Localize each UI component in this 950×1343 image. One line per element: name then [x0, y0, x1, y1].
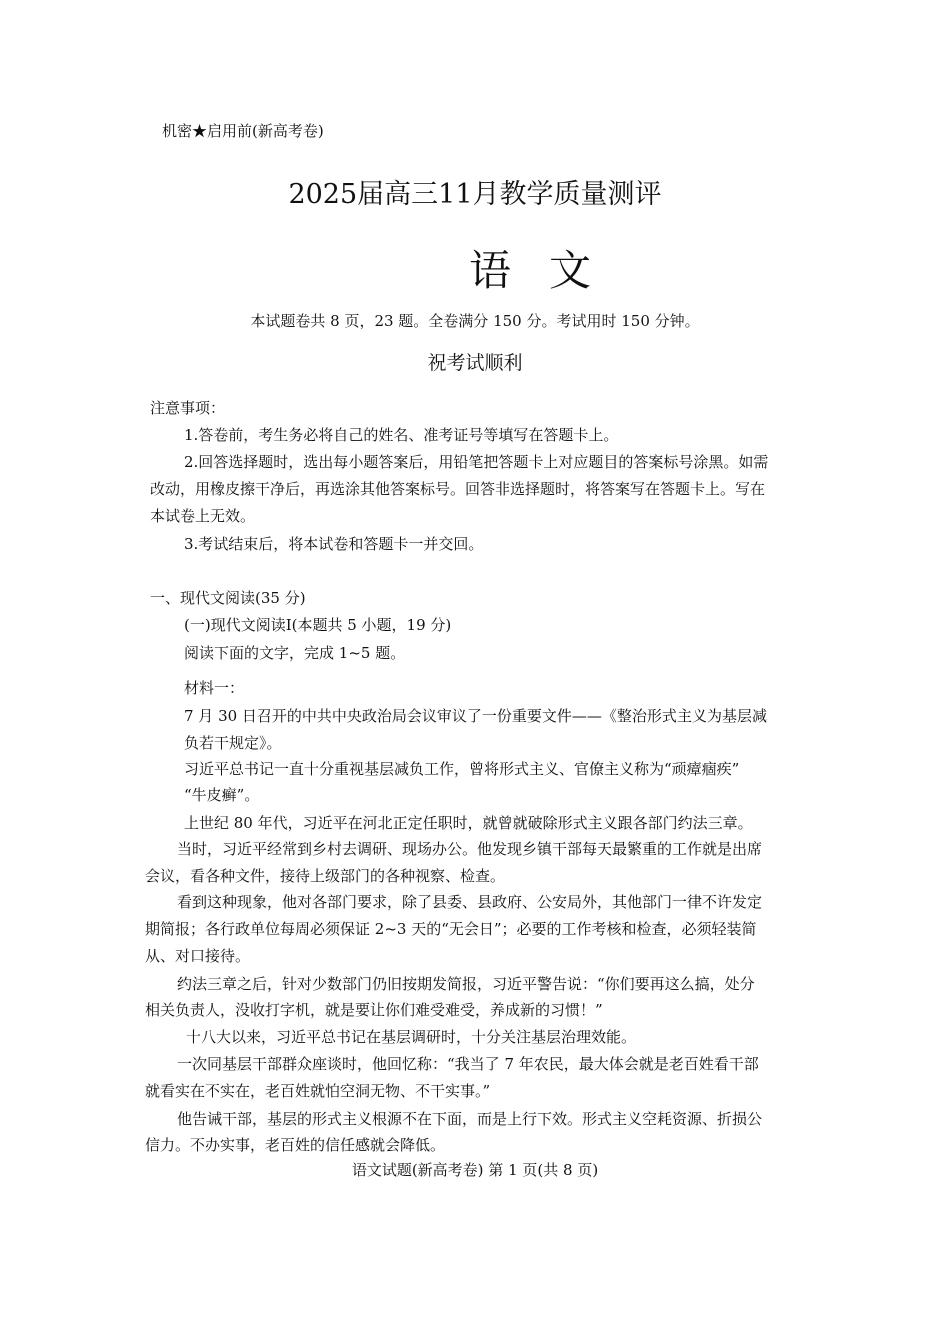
passage-line: 期简报；各行政单位每周必须保证 2~3 天的“无会日”；必要的工作考核和检查，必须轻装简 [145, 920, 757, 938]
passage-line: 习近平总书记一直十分重视基层减负工作，曾将形式主义、官僚主义称为“顽瘴痼疾” [184, 760, 740, 778]
subject-title [0, 238, 950, 298]
subject-char-1: 语 [468, 246, 511, 295]
good-luck-text: 祝考试顺利 [427, 352, 523, 374]
passage-line: 相关负责人，没收打字机，就是要让你们难受难受，养成新的习惯！” [145, 1001, 603, 1019]
material-label: 材料一： [184, 679, 245, 697]
notice-item-1: 1.答卷前，考生务必将自己的姓名、准考证号等填写在答题卡上。 [184, 426, 619, 444]
passage-line: 约法三章之后，针对少数部门仍旧按期发简报，习近平警告说：“你们要再这么搞，处分 [177, 975, 755, 993]
exam-info: 本试题卷共 8 页，23 题。全卷满分 150 分。考试用时 150 分钟。 [250, 312, 700, 330]
page-footer: 语文试题(新高考卷) 第 1 页(共 8 页) [351, 1161, 599, 1179]
passage-line: 从、对口接待。 [145, 947, 251, 965]
passage-line: “牛皮癣”。 [184, 786, 260, 804]
subject-char-2: 文 [549, 246, 592, 295]
notice-item-2-line-1: 2.回答选择题时，选出每小题答案后，用铅笔把答题卡上对应题目的答案标号涂黑。如需 [184, 453, 769, 471]
passage-line: 看到这种现象，他对各部门要求，除了县委、县政府、公安局外，其他部门一律不许发定 [177, 893, 763, 911]
passage-line: 会议，看各种文件，接待上级部门的各种视察、检查。 [145, 867, 506, 885]
passage-line: 上世纪 80 年代，习近平在河北正定任职时，就曾就破除形式主义跟各部门约法三章。 [184, 814, 753, 832]
passage-line: 就看实在不实在，老百姓就怕空洞无物、不干实事。” [145, 1082, 491, 1100]
notice-item-3: 3.考试结束后，将本试卷和答题卡一并交回。 [184, 535, 484, 553]
notice-item-2-line-2: 改动，用橡皮擦干净后，再选涂其他答案标号。回答非选择题时，将答案写在答题卡上。写在 [150, 480, 766, 498]
passage-line: 他告诫干部，基层的形式主义根源不在下面，而是上行下效。形式主义空耗资源、折损公 [177, 1110, 763, 1128]
passage-line: 一次同基层干部群众座谈时，他回忆称：“我当了 7 年农民，最大体会就是老百姓看干部 [177, 1055, 759, 1073]
exam-title: 2025届高三11月教学质量测评 [288, 179, 662, 210]
notice-item-2-line-3: 本试卷上无效。 [150, 507, 256, 525]
passage-line: 当时，习近平经常到乡村去调研、现场办公。他发现乡镇干部每天最繁重的工作就是出席 [177, 840, 763, 858]
passage-line: 十八大以来，习近平总书记在基层调研时，十分关注基层治理效能。 [186, 1028, 637, 1046]
reading-instruction: 阅读下面的文字，完成 1~5 题。 [184, 644, 406, 662]
notice-heading: 注意事项： [150, 399, 226, 417]
passage-line: 负若干规定》。 [184, 734, 282, 752]
passage-line: 7 月 30 日召开的中共中央政治局会议审议了一份重要文件——《整治形式主义为基层减 [184, 707, 767, 725]
passage-line: 信力。不办实事，老百姓的信任感就会降低。 [145, 1136, 446, 1154]
confidential-label: 机密★启用前(新高考卷) [162, 122, 324, 140]
sub-section-heading: (一)现代文阅读Ⅰ(本题共 5 小题，19 分) [184, 616, 452, 634]
section-heading: 一、现代文阅读(35 分) [150, 589, 306, 607]
